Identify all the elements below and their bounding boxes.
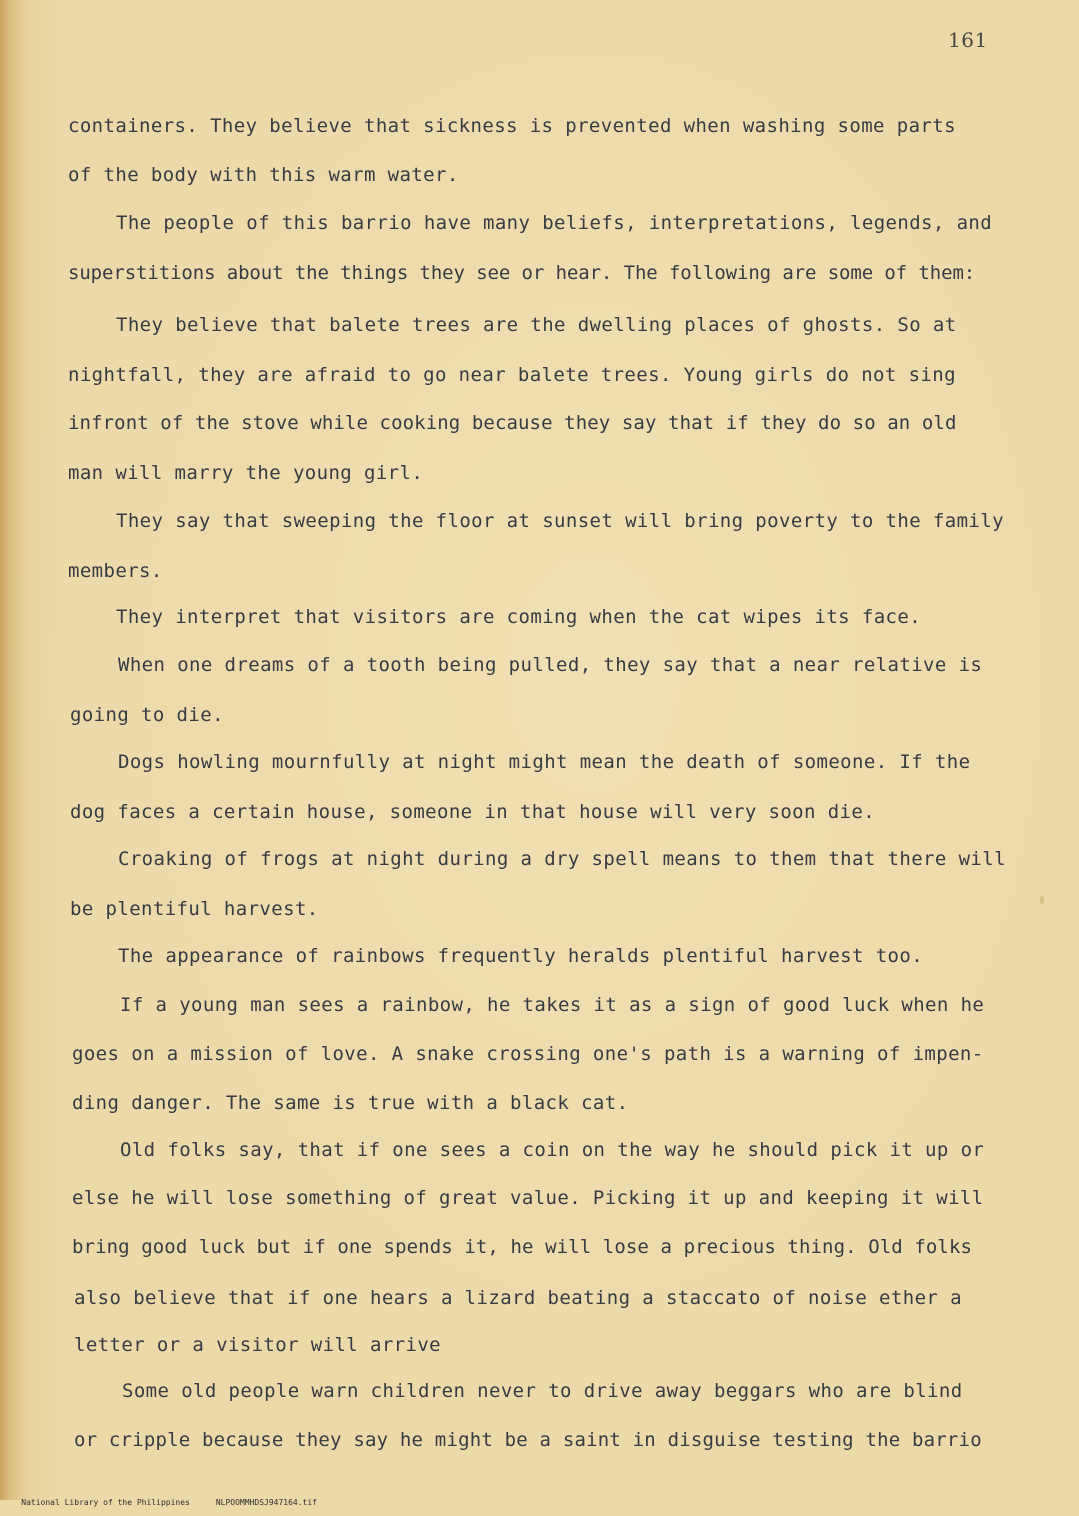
- footer-filename: NLPOOMMHDSJ947164.tif: [215, 1498, 317, 1507]
- paper-speck: [1040, 896, 1044, 904]
- text-line: also believe that if one hears a lizard beating a staccato of noise ether a: [74, 1287, 962, 1309]
- scan-footer: [2, 1489, 343, 1516]
- text-line: They say that sweeping the floor at sunset will bring poverty to the family: [116, 510, 1004, 532]
- text-line: else he will lose something of great value. Picking it up and keeping it will: [72, 1187, 984, 1209]
- text-line: goes on a mission of love. A snake crossing one's path is a warning of impen-: [72, 1043, 984, 1065]
- text-line: containers. They believe that sickness is prevented when washing some parts: [68, 115, 956, 137]
- text-line: They believe that balete trees are the dwelling places of ghosts. So at: [116, 314, 957, 336]
- text-line: Dogs howling mournfully at night might mean the death of someone. If the: [118, 751, 971, 773]
- text-line: Old folks say, that if one sees a coin on the way he should pick it up or: [120, 1139, 985, 1161]
- text-line: They interpret that visitors are coming when the cat wipes its face.: [116, 606, 922, 628]
- text-line: be plentiful harvest.: [70, 898, 319, 920]
- text-line: members.: [68, 560, 163, 582]
- text-line: Croaking of frogs at night during a dry spell means to them that there will: [118, 848, 1006, 870]
- text-line: ding danger. The same is true with a black cat.: [72, 1092, 629, 1114]
- text-line: When one dreams of a tooth being pulled, they say that a near relative is: [118, 654, 983, 676]
- text-line: infront of the stove while cooking because they say that if they do so an old: [68, 412, 957, 434]
- text-line: or cripple because they say he might be a saint in disguise testing the barrio: [74, 1429, 982, 1451]
- text-line: nightfall, they are afraid to go near balete trees. Young girls do not sing: [68, 364, 956, 386]
- text-line: Some old people warn children never to drive away beggars who are blind: [122, 1380, 963, 1402]
- text-line: bring good luck but if one spends it, he will lose a precious thing. Old folks: [72, 1236, 973, 1258]
- text-line: man will marry the young girl.: [68, 462, 424, 484]
- text-line: The people of this barrio have many beliefs, interpretations, legends, and: [116, 212, 993, 234]
- text-line: superstitions about the things they see or hear. The following are some of them:: [68, 262, 976, 284]
- footer-source: National Library of the Philippines: [21, 1498, 190, 1507]
- text-line: going to die.: [70, 704, 224, 726]
- text-line: letter or a visitor will arrive: [74, 1334, 442, 1356]
- text-line: The appearance of rainbows frequently heralds plentiful harvest too.: [118, 945, 924, 967]
- page-number: 161: [948, 28, 988, 52]
- text-line: If a young man sees a rainbow, he takes it as a sign of good luck when he: [120, 994, 985, 1016]
- text-line: of the body with this warm water.: [68, 164, 459, 186]
- text-line: dog faces a certain house, someone in that house will very soon die.: [70, 801, 876, 823]
